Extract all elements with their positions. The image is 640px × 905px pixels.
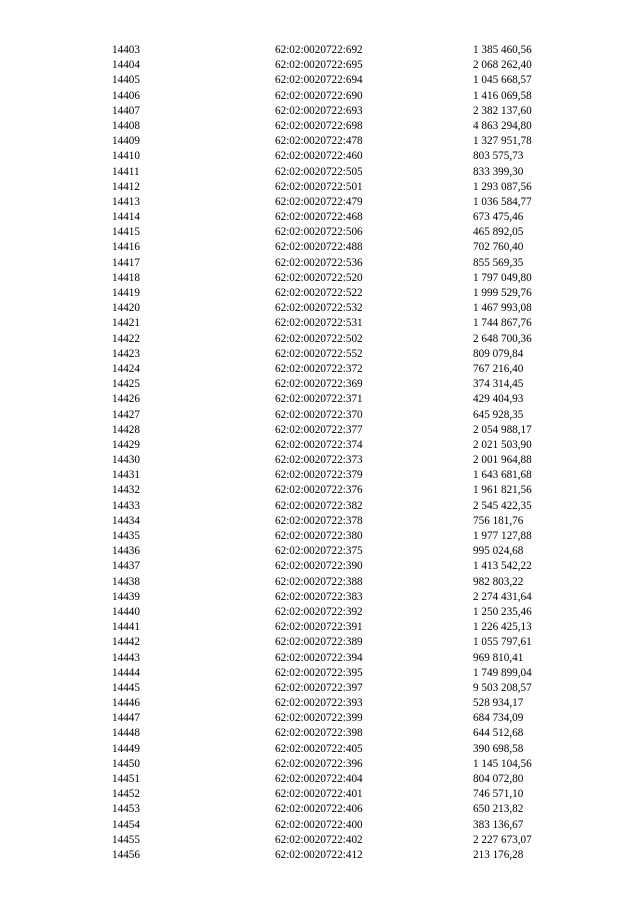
cadastral-number: 62:02:0020722:371 [275, 393, 363, 406]
table-row [0, 483, 640, 498]
table-row [0, 590, 640, 605]
row-number: 14405 [112, 74, 140, 87]
row-number: 14439 [112, 590, 140, 603]
row-number: 14452 [112, 788, 140, 801]
row-number: 14446 [112, 697, 140, 710]
cadastral-number: 62:02:0020722:536 [275, 256, 363, 269]
table-row [0, 833, 640, 848]
cadastral-value: 855 569,35 [473, 256, 524, 269]
cadastral-value: 809 079,84 [473, 347, 524, 360]
cadastral-value: 1 226 425,13 [473, 621, 532, 634]
cadastral-value: 4 863 294,80 [473, 119, 532, 132]
cadastral-value: 2 382 137,60 [473, 104, 532, 117]
cadastral-number: 62:02:0020722:372 [275, 362, 363, 375]
row-number: 14426 [112, 393, 140, 406]
cadastral-number: 62:02:0020722:404 [275, 773, 363, 785]
cadastral-number: 62:02:0020722:390 [275, 560, 363, 573]
row-number: 14416 [112, 241, 140, 254]
cadastral-value: 528 934,17 [473, 697, 524, 710]
cadastral-value: 383 136,67 [473, 818, 524, 831]
row-number: 14445 [112, 681, 140, 694]
cadastral-value: 1 036 584,77 [473, 195, 532, 208]
row-number: 14408 [112, 119, 140, 132]
cadastral-number: 62:02:0020722:377 [275, 423, 363, 436]
cadastral-value: 1 385 460,56 [473, 44, 532, 56]
cadastral-value: 1 413 542,22 [473, 560, 532, 573]
table-row [0, 332, 640, 347]
cadastral-value: 804 072,80 [473, 773, 524, 785]
row-number: 14454 [112, 818, 140, 831]
row-number: 14424 [112, 362, 140, 375]
cadastral-value: 803 575,73 [473, 150, 524, 163]
cadastral-value: 702 760,40 [473, 241, 524, 254]
row-number: 14433 [112, 499, 140, 512]
row-number: 14418 [112, 271, 140, 284]
cadastral-value: 833 399,30 [473, 165, 524, 178]
row-number: 14406 [112, 89, 140, 102]
cadastral-value: 995 024,68 [473, 545, 524, 558]
table-row [0, 696, 640, 711]
cadastral-value: 673 475,46 [473, 211, 524, 224]
row-number: 14413 [112, 195, 140, 208]
cadastral-number: 62:02:0020722:692 [275, 44, 363, 56]
cadastral-number: 62:02:0020722:460 [275, 150, 363, 163]
row-number: 14447 [112, 712, 140, 725]
table-row [0, 787, 640, 802]
row-number: 14436 [112, 545, 140, 558]
row-number: 14421 [112, 317, 140, 330]
row-number: 14407 [112, 104, 140, 117]
row-number: 14455 [112, 833, 140, 846]
cadastral-number: 62:02:0020722:501 [275, 180, 363, 193]
table-row [0, 256, 640, 271]
row-number: 14420 [112, 302, 140, 315]
cadastral-value: 2 068 262,40 [473, 59, 532, 72]
table-row [0, 514, 640, 529]
cadastral-value: 2 001 964,88 [473, 454, 532, 467]
row-number: 14423 [112, 347, 140, 360]
cadastral-number: 62:02:0020722:396 [275, 757, 363, 770]
cadastral-value: 429 404,93 [473, 393, 524, 406]
cadastral-number: 62:02:0020722:468 [275, 211, 363, 224]
cadastral-value: 644 512,68 [473, 727, 524, 740]
cadastral-number: 62:02:0020722:382 [275, 499, 363, 512]
cadastral-number: 62:02:0020722:695 [275, 59, 363, 72]
cadastral-value: 2 227 673,07 [473, 833, 532, 846]
table-row [0, 149, 640, 164]
row-number: 14412 [112, 180, 140, 193]
row-number: 14432 [112, 484, 140, 497]
row-number: 14428 [112, 423, 140, 436]
cadastral-number: 62:02:0020722:412 [275, 848, 363, 861]
cadastral-number: 62:02:0020722:388 [275, 575, 363, 588]
cadastral-number: 62:02:0020722:401 [275, 788, 363, 801]
table-row [0, 499, 640, 514]
cadastral-number: 62:02:0020722:698 [275, 119, 363, 132]
cadastral-number: 62:02:0020722:397 [275, 681, 363, 694]
row-number: 14441 [112, 621, 140, 634]
cadastral-number: 62:02:0020722:395 [275, 666, 363, 679]
table-row [0, 347, 640, 362]
table-row [0, 180, 640, 195]
cadastral-value: 374 314,45 [473, 378, 524, 391]
cadastral-number: 62:02:0020722:375 [275, 545, 363, 558]
row-number: 14415 [112, 226, 140, 239]
cadastral-value: 1 749 899,04 [473, 666, 532, 679]
cadastral-value: 9 503 208,57 [473, 681, 532, 694]
table-row [0, 438, 640, 453]
table-row [0, 286, 640, 301]
cadastral-number: 62:02:0020722:369 [275, 378, 363, 391]
cadastral-number: 62:02:0020722:393 [275, 697, 363, 710]
table-row [0, 392, 640, 407]
table-row [0, 240, 640, 255]
cadastral-number: 62:02:0020722:694 [275, 74, 363, 87]
cadastral-number: 62:02:0020722:532 [275, 302, 363, 315]
row-number: 14431 [112, 469, 140, 482]
table-row [0, 119, 640, 134]
row-number: 14448 [112, 727, 140, 740]
cadastral-number: 62:02:0020722:400 [275, 818, 363, 831]
cadastral-value: 390 698,58 [473, 742, 524, 755]
cadastral-number: 62:02:0020722:402 [275, 833, 363, 846]
cadastral-value: 1 250 235,46 [473, 605, 532, 618]
table-row [0, 377, 640, 392]
cadastral-number: 62:02:0020722:379 [275, 469, 363, 482]
row-number: 14435 [112, 530, 140, 542]
table-row [0, 848, 640, 863]
table-row [0, 635, 640, 650]
table-row [0, 362, 640, 377]
row-number: 14410 [112, 150, 140, 163]
row-number: 14419 [112, 287, 140, 299]
cadastral-value: 1 643 681,68 [473, 469, 532, 482]
table-row [0, 757, 640, 772]
table-row [0, 772, 640, 787]
cadastral-value: 2 648 700,36 [473, 332, 532, 345]
row-number: 14453 [112, 803, 140, 816]
cadastral-number: 62:02:0020722:399 [275, 712, 363, 725]
table-row [0, 711, 640, 726]
table-row [0, 408, 640, 423]
cadastral-value: 645 928,35 [473, 408, 524, 421]
row-number: 14430 [112, 454, 140, 467]
cadastral-value: 2 274 431,64 [473, 590, 532, 603]
row-number: 14440 [112, 605, 140, 618]
cadastral-value: 1 145 104,56 [473, 757, 532, 770]
cadastral-number: 62:02:0020722:406 [275, 803, 363, 816]
row-number: 14409 [112, 135, 140, 148]
cadastral-value: 2 054 988,17 [473, 423, 532, 436]
table-row [0, 544, 640, 559]
cadastral-number: 62:02:0020722:380 [275, 530, 363, 542]
table-row [0, 301, 640, 316]
row-number: 14417 [112, 256, 140, 269]
table-row [0, 271, 640, 286]
table-row [0, 104, 640, 119]
table-row [0, 818, 640, 833]
cadastral-value-table [0, 43, 640, 863]
table-row [0, 73, 640, 88]
cadastral-number: 62:02:0020722:383 [275, 590, 363, 603]
table-row [0, 681, 640, 696]
cadastral-number: 62:02:0020722:531 [275, 317, 363, 330]
row-number: 14422 [112, 332, 140, 345]
cadastral-number: 62:02:0020722:389 [275, 636, 363, 649]
row-number: 14438 [112, 575, 140, 588]
table-row [0, 195, 640, 210]
row-number: 14444 [112, 666, 140, 679]
row-number: 14414 [112, 211, 140, 224]
cadastral-number: 62:02:0020722:479 [275, 195, 363, 208]
table-row [0, 468, 640, 483]
cadastral-number: 62:02:0020722:376 [275, 484, 363, 497]
cadastral-number: 62:02:0020722:394 [275, 651, 363, 664]
cadastral-value: 1 797 049,80 [473, 271, 532, 284]
row-number: 14451 [112, 773, 140, 785]
table-row [0, 605, 640, 620]
cadastral-number: 62:02:0020722:392 [275, 605, 363, 618]
cadastral-number: 62:02:0020722:693 [275, 104, 363, 117]
table-row [0, 225, 640, 240]
table-row [0, 43, 640, 58]
cadastral-number: 62:02:0020722:505 [275, 165, 363, 178]
cadastral-value: 1 999 529,76 [473, 287, 532, 299]
row-number: 14411 [112, 165, 140, 178]
table-row [0, 666, 640, 681]
cadastral-number: 62:02:0020722:373 [275, 454, 363, 467]
cadastral-number: 62:02:0020722:478 [275, 135, 363, 148]
cadastral-number: 62:02:0020722:398 [275, 727, 363, 740]
cadastral-value: 969 810,41 [473, 651, 524, 664]
cadastral-value: 746 571,10 [473, 788, 524, 801]
row-number: 14437 [112, 560, 140, 573]
row-number: 14456 [112, 848, 140, 861]
cadastral-number: 62:02:0020722:520 [275, 271, 363, 284]
row-number: 14429 [112, 438, 140, 451]
row-number: 14434 [112, 514, 140, 527]
table-row [0, 575, 640, 590]
cadastral-value: 767 216,40 [473, 362, 524, 375]
table-row [0, 423, 640, 438]
cadastral-value: 1 416 069,58 [473, 89, 532, 102]
cadastral-number: 62:02:0020722:506 [275, 226, 363, 239]
cadastral-value: 1 045 668,57 [473, 74, 532, 87]
table-row [0, 316, 640, 331]
table-row [0, 210, 640, 225]
table-row [0, 453, 640, 468]
table-row [0, 165, 640, 180]
table-row [0, 529, 640, 544]
cadastral-value: 1 744 867,76 [473, 317, 532, 330]
table-row [0, 559, 640, 574]
row-number: 14443 [112, 651, 140, 664]
row-number: 14449 [112, 742, 140, 755]
cadastral-number: 62:02:0020722:405 [275, 742, 363, 755]
cadastral-value: 1 327 951,78 [473, 135, 532, 148]
table-row [0, 620, 640, 635]
cadastral-value: 684 734,09 [473, 712, 524, 725]
table-row [0, 726, 640, 741]
table-row [0, 802, 640, 817]
table-row [0, 89, 640, 104]
row-number: 14442 [112, 636, 140, 649]
cadastral-number: 62:02:0020722:378 [275, 514, 363, 527]
table-row [0, 651, 640, 666]
row-number: 14404 [112, 59, 140, 72]
cadastral-value: 213 176,28 [473, 848, 524, 861]
cadastral-value: 1 961 821,56 [473, 484, 532, 497]
table-row [0, 134, 640, 149]
table-row [0, 742, 640, 757]
cadastral-number: 62:02:0020722:370 [275, 408, 363, 421]
row-number: 14427 [112, 408, 140, 421]
table-row [0, 58, 640, 73]
cadastral-value: 982 803,22 [473, 575, 524, 588]
row-number: 14403 [112, 44, 140, 56]
cadastral-value: 2 545 422,35 [473, 499, 532, 512]
cadastral-value: 1 055 797,61 [473, 636, 532, 649]
cadastral-number: 62:02:0020722:488 [275, 241, 363, 254]
cadastral-value: 756 181,76 [473, 514, 524, 527]
cadastral-number: 62:02:0020722:522 [275, 287, 363, 299]
cadastral-value: 1 293 087,56 [473, 180, 532, 193]
row-number: 14450 [112, 757, 140, 770]
cadastral-number: 62:02:0020722:690 [275, 89, 363, 102]
cadastral-number: 62:02:0020722:374 [275, 438, 363, 451]
cadastral-number: 62:02:0020722:391 [275, 621, 363, 634]
cadastral-value: 650 213,82 [473, 803, 524, 816]
cadastral-number: 62:02:0020722:552 [275, 347, 363, 360]
cadastral-number: 62:02:0020722:502 [275, 332, 363, 345]
cadastral-value: 465 892,05 [473, 226, 524, 239]
cadastral-value: 1 977 127,88 [473, 530, 532, 542]
cadastral-value: 1 467 993,08 [473, 302, 532, 315]
cadastral-value: 2 021 503,90 [473, 438, 532, 451]
row-number: 14425 [112, 378, 140, 391]
